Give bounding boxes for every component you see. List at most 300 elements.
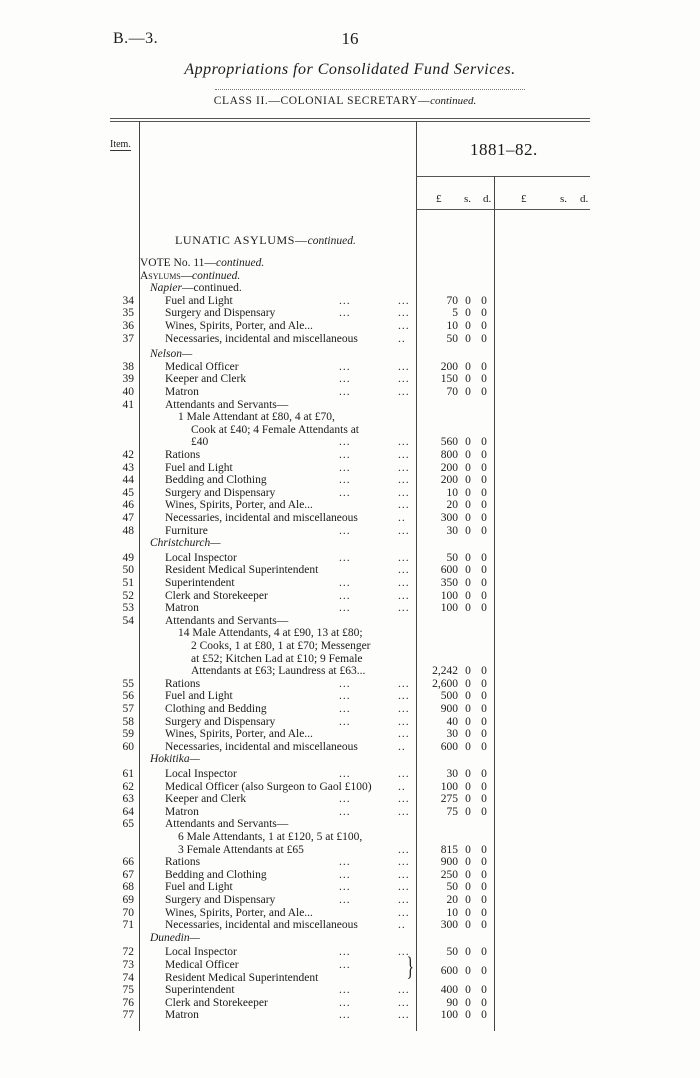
item-number: 71 bbox=[122, 919, 134, 932]
item-description: Matron bbox=[165, 805, 199, 818]
brace-glyph: } bbox=[406, 952, 414, 981]
dot-leader: ... bbox=[398, 843, 410, 856]
amount-pounds: 560 bbox=[440, 436, 458, 449]
amount-pence: 0 bbox=[481, 386, 487, 398]
pence-header-2: d. bbox=[580, 193, 589, 205]
table-row bbox=[0, 487, 700, 500]
item-number: 46 bbox=[122, 499, 134, 512]
table-row-continuation bbox=[0, 831, 700, 844]
item-description: Local Inspector bbox=[165, 551, 237, 564]
item-number: 63 bbox=[122, 793, 134, 806]
table-row-continuation bbox=[0, 627, 700, 640]
subheading-label: VOTE No. 11— bbox=[140, 257, 216, 269]
amount-shillings: 0 bbox=[465, 524, 471, 537]
amount-shillings: 0 bbox=[465, 946, 471, 959]
dot-leader: ... bbox=[398, 360, 410, 373]
item-number: 58 bbox=[122, 715, 134, 728]
item-number: 68 bbox=[122, 881, 134, 894]
dot-leader: ... bbox=[398, 602, 410, 615]
item-number: 75 bbox=[122, 984, 134, 997]
table-row bbox=[0, 333, 700, 346]
dot-leader: ... bbox=[398, 577, 410, 589]
dot-leader: ... bbox=[398, 768, 410, 780]
amount-pounds: 600 bbox=[440, 564, 458, 577]
amount-pounds: 30 bbox=[446, 728, 458, 741]
class-continued: continued. bbox=[430, 95, 477, 107]
amount-pounds: 70 bbox=[446, 294, 458, 307]
amount-pounds: 50 bbox=[446, 881, 458, 894]
dot-leader: ... bbox=[339, 436, 351, 449]
amount-pounds: 400 bbox=[440, 984, 458, 997]
table-row bbox=[0, 793, 700, 806]
dot-leader: ... bbox=[398, 996, 410, 1009]
amount-shillings: 0 bbox=[465, 894, 471, 906]
item-number: 54 bbox=[122, 614, 134, 627]
amount-shillings: 0 bbox=[465, 461, 471, 474]
dot-leader: ... bbox=[398, 677, 410, 690]
amount-pounds: 90 bbox=[446, 996, 458, 1009]
amount-pence: 0 bbox=[481, 703, 487, 715]
dot-leader: ... bbox=[339, 1009, 351, 1022]
subheading-continued: continued. bbox=[216, 257, 265, 269]
table-row bbox=[0, 869, 700, 882]
subheading-label: Napier bbox=[150, 282, 182, 295]
amount-pounds: 50 bbox=[446, 551, 458, 564]
dot-leader: .. bbox=[398, 332, 406, 345]
table-row-continuation bbox=[0, 640, 700, 653]
table-top-rule-2 bbox=[110, 121, 590, 122]
dot-leader: ... bbox=[339, 894, 351, 906]
table-row bbox=[0, 781, 700, 794]
table-row bbox=[0, 716, 700, 729]
table-row-continuation bbox=[0, 436, 700, 449]
item-number: 40 bbox=[122, 386, 134, 398]
table-row bbox=[0, 703, 700, 716]
subheading-label: Nelson— bbox=[150, 348, 193, 361]
item-description: Bedding and Clothing bbox=[165, 474, 267, 487]
item-number: 77 bbox=[122, 1009, 134, 1022]
amount-pounds: 600 bbox=[440, 965, 458, 978]
dot-leader: ... bbox=[398, 715, 410, 728]
table-row bbox=[0, 499, 700, 512]
item-description: Superintendent bbox=[165, 984, 235, 997]
dot-leader: ... bbox=[339, 360, 351, 373]
item-description: Matron bbox=[165, 386, 199, 398]
item-description: Wines, Spirits, Porter, and Ale... bbox=[165, 728, 313, 741]
amount-pence: 0 bbox=[481, 332, 487, 345]
amount-pounds: 350 bbox=[440, 577, 458, 589]
amount-pence: 0 bbox=[481, 894, 487, 906]
amount-pounds: 900 bbox=[440, 703, 458, 715]
table-row bbox=[0, 907, 700, 920]
dot-leader: ... bbox=[339, 715, 351, 728]
table-row bbox=[0, 373, 700, 386]
item-number: 72 bbox=[122, 946, 134, 959]
item-detail-line: 1 Male Attendant at £80, 4 at £70, bbox=[178, 411, 335, 424]
amount-pounds: 275 bbox=[440, 793, 458, 806]
amount-shillings: 0 bbox=[465, 805, 471, 818]
dot-leader: ... bbox=[398, 564, 410, 577]
amount-pounds: 200 bbox=[440, 360, 458, 373]
item-description: Bedding and Clothing bbox=[165, 868, 267, 881]
amount-pounds: 100 bbox=[440, 589, 458, 602]
item-number: 52 bbox=[122, 589, 134, 602]
amount-pence: 0 bbox=[481, 906, 487, 919]
amount-shillings: 0 bbox=[465, 996, 471, 1009]
table-row bbox=[0, 972, 700, 985]
table-row bbox=[0, 690, 700, 703]
amount-pence: 0 bbox=[481, 449, 487, 461]
item-number: 41 bbox=[122, 398, 134, 411]
amount-pence: 0 bbox=[481, 996, 487, 1009]
pound-header: £ bbox=[436, 193, 442, 205]
amount-shillings: 0 bbox=[465, 307, 471, 320]
item-number: 62 bbox=[122, 780, 134, 793]
table-row bbox=[0, 590, 700, 603]
amount-pence: 0 bbox=[481, 805, 487, 818]
amount-pounds: 2,242 bbox=[432, 665, 458, 678]
amount-pence: 0 bbox=[481, 307, 487, 320]
amount-shillings: 0 bbox=[465, 984, 471, 997]
item-detail-line: 2 Cooks, 1 at £80, 1 at £70; Messenger bbox=[191, 640, 371, 652]
item-number: 67 bbox=[122, 868, 134, 881]
amount-pounds: 75 bbox=[446, 805, 458, 818]
table-row bbox=[0, 552, 700, 565]
amount-shillings: 0 bbox=[465, 386, 471, 398]
item-number: 66 bbox=[122, 856, 134, 869]
dot-leader: .. bbox=[398, 780, 406, 793]
item-number: 51 bbox=[122, 577, 134, 589]
table-row bbox=[0, 462, 700, 475]
amount-pence: 0 bbox=[481, 577, 487, 589]
amount-shillings: 0 bbox=[465, 881, 471, 894]
subheading bbox=[0, 348, 700, 361]
amount-pence: 0 bbox=[481, 512, 487, 524]
dot-leader: ... bbox=[339, 996, 351, 1009]
table-row bbox=[0, 984, 700, 997]
table-row bbox=[0, 768, 700, 781]
dot-leader: ... bbox=[339, 486, 351, 499]
page-title: Appropriations for Consolidated Fund Services. bbox=[184, 61, 516, 78]
item-description: Resident Medical Superintendent bbox=[165, 971, 319, 984]
amount-pounds: 250 bbox=[440, 868, 458, 881]
amount-pounds: 500 bbox=[440, 690, 458, 703]
amount-shillings: 0 bbox=[465, 665, 471, 678]
item-description: Rations bbox=[165, 677, 201, 690]
amount-pence: 0 bbox=[481, 780, 487, 793]
item-number: 47 bbox=[122, 512, 134, 524]
dot-leader: ... bbox=[398, 856, 410, 869]
item-description: Local Inspector bbox=[165, 946, 237, 959]
dot-leader: ... bbox=[339, 881, 351, 894]
subheading-continued: continued. bbox=[192, 269, 241, 282]
amount-shillings: 0 bbox=[465, 551, 471, 564]
dot-leader: ... bbox=[339, 959, 351, 971]
amount-pounds: 815 bbox=[440, 843, 458, 856]
amount-pence: 0 bbox=[481, 677, 487, 690]
table-row bbox=[0, 295, 700, 308]
dot-leader: ... bbox=[339, 577, 351, 589]
table-row bbox=[0, 449, 700, 462]
dot-leader: ... bbox=[398, 881, 410, 894]
item-number: 44 bbox=[122, 474, 134, 487]
subheading-continued: —continued. bbox=[182, 282, 242, 295]
amount-pounds: 2,600 bbox=[432, 677, 458, 690]
dot-leader: ... bbox=[339, 449, 351, 461]
amount-pence: 0 bbox=[481, 856, 487, 869]
item-description: Keeper and Clerk bbox=[165, 373, 247, 386]
dot-leader: ... bbox=[398, 1009, 410, 1022]
table-row bbox=[0, 386, 700, 399]
title-rule bbox=[215, 89, 525, 90]
amount-shillings: 0 bbox=[465, 965, 471, 978]
dot-leader: ... bbox=[398, 373, 410, 386]
dot-leader: ... bbox=[339, 768, 351, 780]
table-row bbox=[0, 474, 700, 487]
dot-leader: .. bbox=[398, 919, 406, 932]
pound-header-2: £ bbox=[521, 193, 527, 205]
dot-leader: ... bbox=[339, 946, 351, 959]
dot-leader: ... bbox=[398, 320, 410, 332]
dot-leader: ... bbox=[339, 602, 351, 615]
amount-pounds: 100 bbox=[440, 602, 458, 615]
dot-leader: ... bbox=[398, 386, 410, 398]
subheading bbox=[0, 932, 700, 945]
subheading bbox=[0, 270, 700, 283]
table-row bbox=[0, 919, 700, 932]
item-description: Surgery and Dispensary bbox=[165, 715, 276, 728]
dot-leader: ... bbox=[339, 474, 351, 487]
item-number: 59 bbox=[122, 728, 134, 741]
amount-shillings: 0 bbox=[465, 856, 471, 869]
amount-shillings: 0 bbox=[465, 703, 471, 715]
amount-shillings: 0 bbox=[465, 373, 471, 386]
amount-pence: 0 bbox=[481, 486, 487, 499]
amount-pence: 0 bbox=[481, 843, 487, 856]
item-description: Attendants and Servants— bbox=[165, 614, 289, 627]
table-row bbox=[0, 856, 700, 869]
item-number: 36 bbox=[122, 320, 134, 332]
item-number: 69 bbox=[122, 894, 134, 906]
table-row bbox=[0, 564, 700, 577]
amount-shillings: 0 bbox=[465, 768, 471, 780]
pence-header: d. bbox=[483, 193, 492, 205]
amount-shillings: 0 bbox=[465, 332, 471, 345]
table-row-continuation bbox=[0, 424, 700, 437]
item-number: 74 bbox=[122, 971, 134, 984]
dot-leader: ... bbox=[339, 793, 351, 806]
amount-pence: 0 bbox=[481, 474, 487, 487]
amount-pounds: 200 bbox=[440, 474, 458, 487]
table-row bbox=[0, 818, 700, 831]
table-row bbox=[0, 1009, 700, 1022]
dot-leader: .. bbox=[398, 740, 406, 753]
dot-leader: ... bbox=[339, 703, 351, 715]
amount-shillings: 0 bbox=[465, 512, 471, 524]
dot-leader: ... bbox=[339, 373, 351, 386]
dot-leader: ... bbox=[398, 486, 410, 499]
table-row-continuation bbox=[0, 653, 700, 666]
dot-leader: ... bbox=[339, 856, 351, 869]
subheading bbox=[0, 753, 700, 766]
amount-shillings: 0 bbox=[465, 793, 471, 806]
item-description: Furniture bbox=[165, 524, 208, 537]
amount-pounds: 10 bbox=[446, 320, 458, 332]
subheading bbox=[0, 257, 700, 270]
item-description: Fuel and Light bbox=[165, 461, 233, 474]
item-detail-line: at £52; Kitchen Lad at £10; 9 Female bbox=[191, 652, 363, 665]
item-description: Wines, Spirits, Porter, and Ale... bbox=[165, 906, 313, 919]
year-header-rule bbox=[416, 176, 590, 177]
item-description: Rations bbox=[165, 449, 201, 461]
dot-leader: ... bbox=[398, 461, 410, 474]
dot-leader: ... bbox=[339, 677, 351, 690]
subheading bbox=[0, 282, 700, 295]
amount-pounds: 20 bbox=[446, 499, 458, 512]
item-number: 45 bbox=[122, 486, 134, 499]
amount-shillings: 0 bbox=[465, 906, 471, 919]
subheading-label: Christchurch— bbox=[150, 537, 221, 550]
amount-pounds: 800 bbox=[440, 449, 458, 461]
amount-pence: 0 bbox=[481, 294, 487, 307]
amount-shillings: 0 bbox=[465, 715, 471, 728]
dot-leader: ... bbox=[339, 690, 351, 703]
item-detail-line: Attendants at £63; Laundress at £63... bbox=[191, 665, 366, 678]
item-description: Clerk and Storekeeper bbox=[165, 996, 268, 1009]
amount-pounds: 40 bbox=[446, 715, 458, 728]
table-row-continuation bbox=[0, 844, 700, 857]
item-number: 38 bbox=[122, 360, 134, 373]
item-number: 61 bbox=[122, 768, 134, 780]
item-description: Local Inspector bbox=[165, 768, 237, 780]
table-row bbox=[0, 997, 700, 1010]
item-detail-line: Cook at £40; 4 Female Attendants at bbox=[191, 423, 360, 436]
amount-pence: 0 bbox=[481, 1009, 487, 1022]
amount-pence: 0 bbox=[481, 793, 487, 806]
amount-pounds: 300 bbox=[440, 919, 458, 932]
amount-pence: 0 bbox=[481, 602, 487, 615]
item-description: Matron bbox=[165, 602, 199, 615]
amount-shillings: 0 bbox=[465, 486, 471, 499]
amount-shillings: 0 bbox=[465, 843, 471, 856]
shilling-header-2: s. bbox=[560, 193, 568, 205]
dot-leader: ... bbox=[339, 386, 351, 398]
amount-shillings: 0 bbox=[465, 602, 471, 615]
amount-pence: 0 bbox=[481, 868, 487, 881]
dot-leader: ... bbox=[398, 690, 410, 703]
item-description: Necessaries, incidental and miscellaneous bbox=[165, 332, 358, 345]
amount-pence: 0 bbox=[481, 965, 487, 978]
dot-leader: ... bbox=[398, 868, 410, 881]
table-row bbox=[0, 320, 700, 333]
item-description: Matron bbox=[165, 1009, 199, 1022]
item-description: Surgery and Dispensary bbox=[165, 894, 276, 906]
item-description: Superintendent bbox=[165, 577, 235, 589]
amount-pence: 0 bbox=[481, 768, 487, 780]
dot-leader: ... bbox=[339, 589, 351, 602]
table-row bbox=[0, 894, 700, 907]
dot-leader: ... bbox=[398, 984, 410, 997]
amount-pounds: 900 bbox=[440, 856, 458, 869]
item-number: 57 bbox=[122, 703, 134, 715]
item-description: Necessaries, incidental and miscellaneous bbox=[165, 512, 358, 524]
amount-pounds: 5 bbox=[452, 307, 458, 320]
item-detail-line: 3 Female Attendants at £65 bbox=[178, 843, 304, 856]
item-number: 43 bbox=[122, 461, 134, 474]
table-row bbox=[0, 577, 700, 590]
table-row-continuation bbox=[0, 411, 700, 424]
amount-pence: 0 bbox=[481, 524, 487, 537]
amount-shillings: 0 bbox=[465, 360, 471, 373]
dot-leader: ... bbox=[398, 449, 410, 461]
table-row bbox=[0, 602, 700, 615]
amount-pence: 0 bbox=[481, 715, 487, 728]
amount-pounds: 150 bbox=[440, 373, 458, 386]
table-row-continuation bbox=[0, 665, 700, 678]
table-row bbox=[0, 361, 700, 374]
item-description: Rations bbox=[165, 856, 201, 869]
table-row bbox=[0, 512, 700, 525]
amount-shillings: 0 bbox=[465, 474, 471, 487]
dot-leader: ... bbox=[398, 499, 410, 512]
amount-shillings: 0 bbox=[465, 589, 471, 602]
amount-pence: 0 bbox=[481, 589, 487, 602]
amount-pence: 0 bbox=[481, 665, 487, 678]
amount-shillings: 0 bbox=[465, 728, 471, 741]
amount-pence: 0 bbox=[481, 360, 487, 373]
amount-pounds: 50 bbox=[446, 332, 458, 345]
item-description: Fuel and Light bbox=[165, 690, 233, 703]
dot-leader: ... bbox=[398, 524, 410, 537]
amount-shillings: 0 bbox=[465, 868, 471, 881]
amount-pence: 0 bbox=[481, 690, 487, 703]
amount-shillings: 0 bbox=[465, 780, 471, 793]
item-number: 70 bbox=[122, 906, 134, 919]
amount-shillings: 0 bbox=[465, 740, 471, 753]
table-row bbox=[0, 307, 700, 320]
table-row bbox=[0, 525, 700, 538]
currency-header-rule bbox=[416, 209, 590, 210]
dot-leader: ... bbox=[339, 524, 351, 537]
item-description: Wines, Spirits, Porter, and Ale... bbox=[165, 499, 313, 512]
item-description: Necessaries, incidental and miscellaneous bbox=[165, 919, 358, 932]
shilling-header: s. bbox=[464, 193, 472, 205]
amount-pence: 0 bbox=[481, 564, 487, 577]
amount-shillings: 0 bbox=[465, 690, 471, 703]
dot-leader: ... bbox=[398, 703, 410, 715]
item-number: 55 bbox=[122, 677, 134, 690]
item-number: 60 bbox=[122, 740, 134, 753]
amount-shillings: 0 bbox=[465, 919, 471, 932]
item-number: 76 bbox=[122, 996, 134, 1009]
item-column-header: Item. bbox=[110, 139, 131, 150]
amount-pounds: 600 bbox=[440, 740, 458, 753]
amount-pounds: 70 bbox=[446, 386, 458, 398]
amount-pence: 0 bbox=[481, 499, 487, 512]
amount-pounds: 30 bbox=[446, 768, 458, 780]
dot-leader: ... bbox=[339, 461, 351, 474]
item-description: Keeper and Clerk bbox=[165, 793, 247, 806]
amount-shillings: 0 bbox=[465, 449, 471, 461]
item-number: 35 bbox=[122, 307, 134, 320]
page-reference: B.—3. bbox=[113, 30, 159, 47]
item-number: 49 bbox=[122, 551, 134, 564]
dot-leader: ... bbox=[398, 894, 410, 906]
amount-pence: 0 bbox=[481, 436, 487, 449]
dot-leader: ... bbox=[398, 728, 410, 741]
dot-leader: .. bbox=[398, 512, 406, 524]
amount-pounds: 100 bbox=[440, 1009, 458, 1022]
